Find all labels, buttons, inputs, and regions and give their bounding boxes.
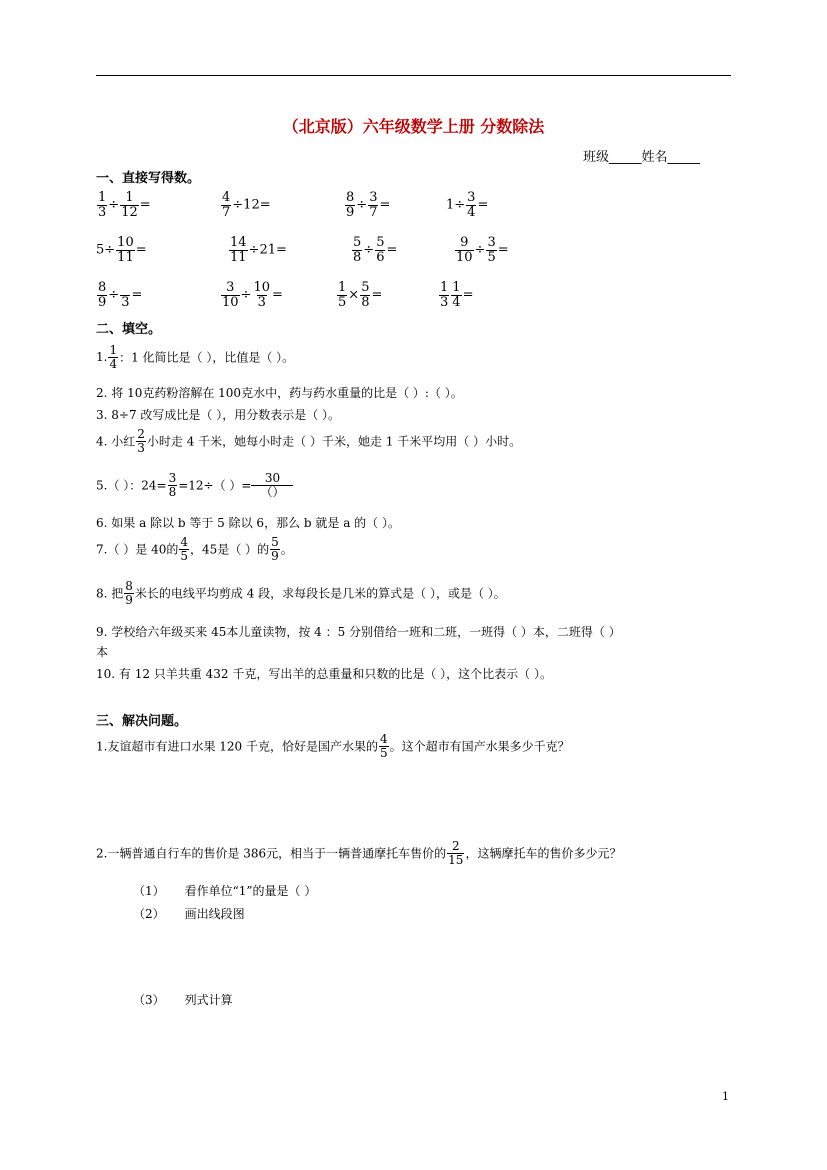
fill-question-2: 2. 将 10克药粉溶解在 100克水中，药与药水重量的比是（ ）:（ ）。 — [96, 386, 463, 400]
calc-item-11: $\frac{1}{5}$ × $\frac{5}{8}$ = — [338, 280, 383, 310]
fill-question-5: 5.（ ）：24= $\frac{3}{8}$ =12÷（ ）= $\frac{30}{()}$ — [96, 472, 293, 498]
section2-heading: 二、填空。 — [96, 322, 162, 337]
fill-question-9: 9. 学校给六年级买来 45本儿童读物，按 4 ：5 分别借给一班和二班，一班得（ ）本，二班得（ ） — [96, 625, 621, 639]
calc-item-6: $\frac{14}{11}$ ÷21= — [230, 235, 287, 265]
calc-item-9: $\frac{8}{9}$ ÷ 3 = — [98, 280, 143, 310]
fill-question-9-cont: 本 — [96, 645, 109, 659]
calc-item-4: 1÷ $\frac{3}{4}$ = — [446, 190, 489, 220]
calc-item-1: $\frac{1}{3}$ ÷ $\frac{1}{12}$ = — [98, 190, 151, 220]
problem-1: 1.友谊超市有进口水果 120 千克，恰好是国产水果的 $\frac{4}{5}$ 。这个超市有国产水果多少千克？ — [96, 732, 570, 760]
class-name-line: 班级_____姓名_____ — [583, 150, 701, 165]
calc-item-12: $\frac{1}{3}$ $\frac{1}{4}$ = — [440, 280, 474, 310]
calc-item-7: $\frac{5}{8}$ ÷ $\frac{5}{6}$ = — [353, 235, 398, 265]
header-rule — [96, 75, 731, 76]
section1-heading: 一、直接写得数。 — [96, 171, 201, 186]
fill-question-10: 10. 有 12 只羊共重 432 千克，写出羊的总重量和只数的比是（ ），这个比表示（ ）。 — [96, 667, 552, 681]
fill-question-8: 8. 把 $\frac{8}{9}$ 米长的电线平均剪成 4 段，求每段长是几米的算式是（ ），或是（ ）。 — [96, 579, 506, 607]
calc-item-5: 5÷ $\frac{10}{11}$ = — [96, 235, 147, 265]
fill-question-4: 4. 小红 $\frac{2}{3}$ 小时走 4 千米，她每小时走（ ）千米，她走 1 千米平均用（ ）小时。 — [96, 427, 522, 455]
fill-question-3: 3. 8÷7 改写成比是（ ），用分数表示是（ ）。 — [96, 408, 341, 422]
fill-question-7: 7.（ ）是 40的 $\frac{4}{5}$ ，45是（ ）的 $\frac{5}{9}$ 。 — [96, 535, 293, 563]
calc-item-10: $\frac{3}{10}$ ÷ $\frac{10}{3}$ = — [222, 280, 283, 310]
page-number: 1 — [722, 1090, 729, 1103]
fill-question-6: 6. 如果 a 除以 b 等于 5 除以 6，那么 b 就是 a 的（ ）。 — [96, 516, 400, 530]
fill-question-1: 1. $\frac{1}{4}$ ：1 化简比是（ ），比值是（ ）。 — [96, 343, 295, 371]
sub-question-3: （3） 列式计算 — [133, 993, 233, 1007]
calc-item-2: $\frac{4}{7}$ ÷12= — [222, 190, 271, 220]
calc-item-3: $\frac{8}{9}$ ÷ $\frac{3}{7}$ = — [346, 190, 391, 220]
sub-question-1: （1） 看作单位“1”的量是（ ） — [133, 884, 317, 898]
page-title: （北京版）六年级数学上册 分数除法 — [282, 117, 545, 136]
section3-heading: 三、解决问题。 — [96, 714, 188, 729]
sub-question-2: （2） 画出线段图 — [133, 907, 245, 921]
calc-item-8: $\frac{9}{10}$ ÷ $\frac{3}{5}$ = — [456, 235, 509, 265]
problem-2: 2.一辆普通自行车的售价是 386元，相当于一辆普通摩托车售价的 $\frac{2}{15}$ ，这辆摩托车的售价多少元？ — [96, 839, 622, 867]
